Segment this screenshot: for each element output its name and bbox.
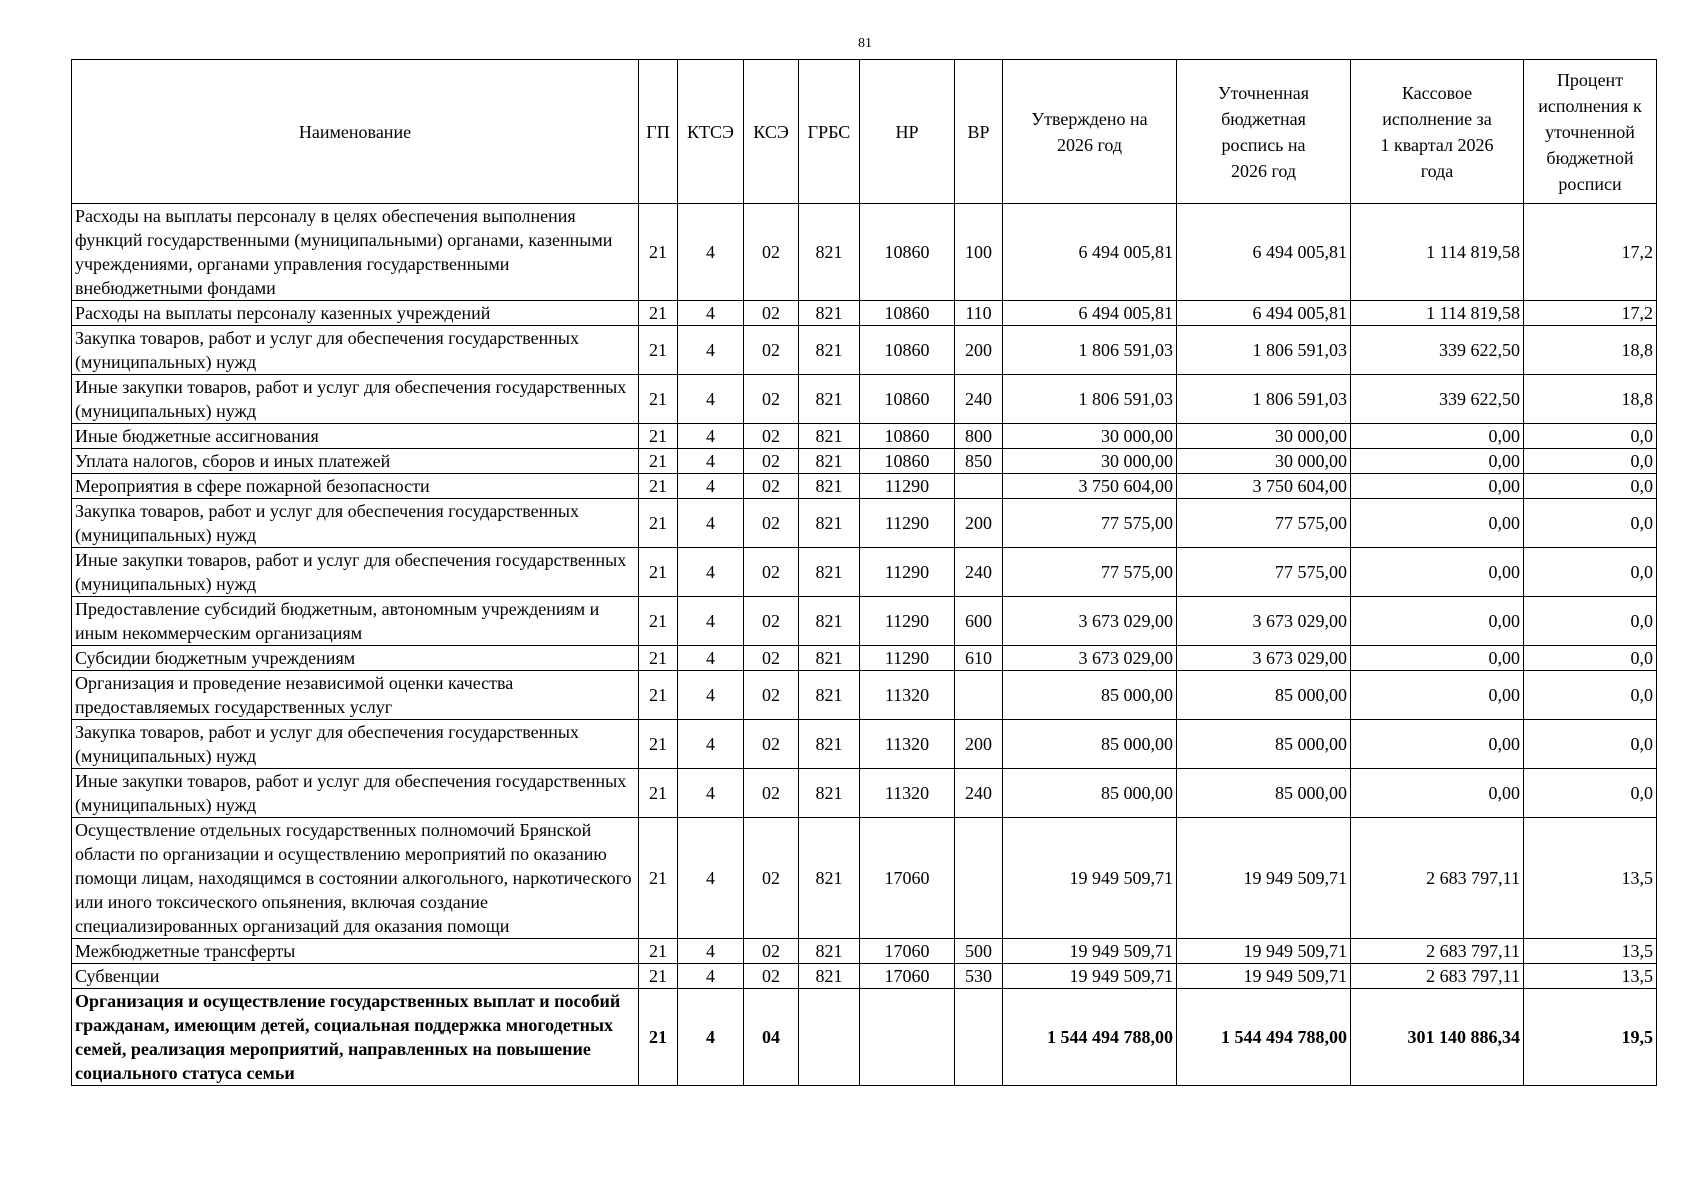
cell-percent: 0,0 — [1524, 671, 1657, 720]
cell-ktse: 4 — [678, 326, 744, 375]
cell-grbs: 821 — [799, 939, 860, 964]
cell-ktse: 4 — [678, 449, 744, 474]
cell-nr: 11290 — [860, 548, 955, 597]
cell-approved: 6 494 005,81 — [1003, 301, 1177, 326]
cell-nr: 11290 — [860, 646, 955, 671]
cell-cash: 0,00 — [1351, 449, 1524, 474]
cell-grbs: 821 — [799, 671, 860, 720]
cell-approved: 77 575,00 — [1003, 499, 1177, 548]
cell-nr: 10860 — [860, 375, 955, 424]
cell-ktse: 4 — [678, 964, 744, 989]
cell-vr: 850 — [955, 449, 1003, 474]
cell-kse: 04 — [744, 989, 799, 1086]
cell-revised: 19 949 509,71 — [1177, 939, 1351, 964]
cell-gp: 21 — [639, 474, 678, 499]
cell-ktse: 4 — [678, 474, 744, 499]
header-vr: ВР — [955, 60, 1003, 204]
cell-vr — [955, 818, 1003, 939]
header-grbs: ГРБС — [799, 60, 860, 204]
cell-cash: 0,00 — [1351, 769, 1524, 818]
cell-name: Уплата налогов, сборов и иных платежей — [72, 449, 639, 474]
header-kse: КСЭ — [744, 60, 799, 204]
cell-cash: 2 683 797,11 — [1351, 939, 1524, 964]
cell-gp: 21 — [639, 375, 678, 424]
cell-revised: 3 750 604,00 — [1177, 474, 1351, 499]
cell-ktse: 4 — [678, 989, 744, 1086]
cell-name: Субсидии бюджетным учреждениям — [72, 646, 639, 671]
table-row — [72, 989, 1657, 1086]
cell-gp: 21 — [639, 989, 678, 1086]
cell-revised: 1 806 591,03 — [1177, 375, 1351, 424]
table-row — [72, 375, 1657, 424]
cell-grbs: 821 — [799, 720, 860, 769]
cell-revised: 6 494 005,81 — [1177, 301, 1351, 326]
cell-grbs: 821 — [799, 449, 860, 474]
header-ktse: КТСЭ — [678, 60, 744, 204]
table-row — [72, 597, 1657, 646]
cell-cash: 1 114 819,58 — [1351, 301, 1524, 326]
cell-kse: 02 — [744, 818, 799, 939]
cell-nr — [860, 989, 955, 1086]
table-row — [72, 939, 1657, 964]
cell-percent: 17,2 — [1524, 301, 1657, 326]
cell-grbs: 821 — [799, 424, 860, 449]
cell-kse: 02 — [744, 449, 799, 474]
cell-ktse: 4 — [678, 671, 744, 720]
cell-name: Закупка товаров, работ и услуг для обеспечения государственных (муниципальных) нужд — [72, 499, 639, 548]
cell-revised: 30 000,00 — [1177, 449, 1351, 474]
cell-cash: 0,00 — [1351, 671, 1524, 720]
cell-name: Иные закупки товаров, работ и услуг для обеспечения государственных (муниципальных) нужд — [72, 548, 639, 597]
cell-revised: 19 949 509,71 — [1177, 964, 1351, 989]
cell-gp: 21 — [639, 671, 678, 720]
header-gp: ГП — [639, 60, 678, 204]
cell-revised: 19 949 509,71 — [1177, 818, 1351, 939]
cell-revised: 77 575,00 — [1177, 499, 1351, 548]
cell-cash: 2 683 797,11 — [1351, 964, 1524, 989]
table-row — [72, 769, 1657, 818]
cell-kse: 02 — [744, 326, 799, 375]
cell-nr: 11290 — [860, 499, 955, 548]
cell-ktse: 4 — [678, 204, 744, 301]
cell-name: Иные бюджетные ассигнования — [72, 424, 639, 449]
cell-gp: 21 — [639, 204, 678, 301]
cell-revised: 6 494 005,81 — [1177, 204, 1351, 301]
cell-gp: 21 — [639, 326, 678, 375]
header-name: Наименование — [72, 60, 639, 204]
cell-gp: 21 — [639, 499, 678, 548]
cell-kse: 02 — [744, 499, 799, 548]
cell-kse: 02 — [744, 769, 799, 818]
cell-gp: 21 — [639, 597, 678, 646]
cell-approved: 77 575,00 — [1003, 548, 1177, 597]
cell-cash: 0,00 — [1351, 597, 1524, 646]
cell-ktse: 4 — [678, 818, 744, 939]
table-row — [72, 964, 1657, 989]
cell-name: Межбюджетные трансферты — [72, 939, 639, 964]
cell-name: Иные закупки товаров, работ и услуг для обеспечения государственных (муниципальных) нужд — [72, 769, 639, 818]
cell-name: Расходы на выплаты персоналу казенных учреждений — [72, 301, 639, 326]
cell-approved: 85 000,00 — [1003, 671, 1177, 720]
cell-grbs: 821 — [799, 597, 860, 646]
cell-vr: 100 — [955, 204, 1003, 301]
cell-kse: 02 — [744, 597, 799, 646]
cell-approved: 85 000,00 — [1003, 720, 1177, 769]
cell-grbs: 821 — [799, 964, 860, 989]
cell-name: Организация и проведение независимой оценки качества предоставляемых государственных услуг — [72, 671, 639, 720]
cell-cash: 0,00 — [1351, 548, 1524, 597]
cell-vr: 240 — [955, 769, 1003, 818]
cell-percent: 0,0 — [1524, 597, 1657, 646]
cell-cash: 339 622,50 — [1351, 326, 1524, 375]
cell-grbs: 821 — [799, 818, 860, 939]
cell-nr: 17060 — [860, 964, 955, 989]
cell-nr: 11290 — [860, 597, 955, 646]
cell-nr: 11320 — [860, 671, 955, 720]
cell-name: Закупка товаров, работ и услуг для обеспечения государственных (муниципальных) нужд — [72, 326, 639, 375]
cell-percent: 18,8 — [1524, 326, 1657, 375]
cell-revised: 77 575,00 — [1177, 548, 1351, 597]
cell-grbs — [799, 989, 860, 1086]
cell-ktse: 4 — [678, 301, 744, 326]
table-row — [72, 326, 1657, 375]
cell-cash: 0,00 — [1351, 424, 1524, 449]
cell-cash: 0,00 — [1351, 646, 1524, 671]
cell-kse: 02 — [744, 375, 799, 424]
table-row — [72, 424, 1657, 449]
cell-percent: 13,5 — [1524, 939, 1657, 964]
cell-cash: 2 683 797,11 — [1351, 818, 1524, 939]
cell-percent: 0,0 — [1524, 769, 1657, 818]
cell-vr: 200 — [955, 499, 1003, 548]
cell-nr: 17060 — [860, 939, 955, 964]
cell-kse: 02 — [744, 671, 799, 720]
table-row — [72, 301, 1657, 326]
cell-name: Иные закупки товаров, работ и услуг для обеспечения государственных (муниципальных) нужд — [72, 375, 639, 424]
cell-grbs: 821 — [799, 326, 860, 375]
cell-gp: 21 — [639, 769, 678, 818]
page-number: 81 — [858, 36, 872, 51]
cell-vr — [955, 989, 1003, 1086]
cell-ktse: 4 — [678, 939, 744, 964]
cell-percent: 0,0 — [1524, 449, 1657, 474]
cell-nr: 17060 — [860, 818, 955, 939]
cell-cash: 0,00 — [1351, 720, 1524, 769]
cell-approved: 30 000,00 — [1003, 449, 1177, 474]
cell-approved: 1 806 591,03 — [1003, 375, 1177, 424]
cell-grbs: 821 — [799, 548, 860, 597]
cell-name: Осуществление отдельных государственных полномочий Брянской области по организации и осуществлению мероприятий по оказанию помощи лицам, находящимся в состоянии алкогольного, наркотического или иного токсического опьянения, включая создание специализированных организаций для оказания помощи — [72, 818, 639, 939]
cell-vr: 610 — [955, 646, 1003, 671]
header-approved: Утверждено на 2026 год — [1003, 60, 1177, 204]
cell-percent: 0,0 — [1524, 646, 1657, 671]
budget-table — [71, 59, 1657, 1086]
cell-cash: 301 140 886,34 — [1351, 989, 1524, 1086]
cell-percent: 18,8 — [1524, 375, 1657, 424]
cell-percent: 0,0 — [1524, 474, 1657, 499]
cell-vr: 240 — [955, 375, 1003, 424]
cell-grbs: 821 — [799, 204, 860, 301]
cell-gp: 21 — [639, 939, 678, 964]
cell-percent: 0,0 — [1524, 499, 1657, 548]
cell-grbs: 821 — [799, 375, 860, 424]
cell-gp: 21 — [639, 449, 678, 474]
table-row — [72, 720, 1657, 769]
cell-nr: 10860 — [860, 204, 955, 301]
table-row — [72, 474, 1657, 499]
cell-vr — [955, 474, 1003, 499]
cell-kse: 02 — [744, 474, 799, 499]
cell-kse: 02 — [744, 646, 799, 671]
cell-vr: 600 — [955, 597, 1003, 646]
cell-grbs: 821 — [799, 769, 860, 818]
cell-vr: 500 — [955, 939, 1003, 964]
cell-grbs: 821 — [799, 499, 860, 548]
table-body — [72, 204, 1657, 1086]
table-row — [72, 671, 1657, 720]
table-row — [72, 204, 1657, 301]
cell-nr: 10860 — [860, 326, 955, 375]
cell-grbs: 821 — [799, 646, 860, 671]
cell-kse: 02 — [744, 964, 799, 989]
cell-ktse: 4 — [678, 597, 744, 646]
table-row — [72, 818, 1657, 939]
cell-revised: 85 000,00 — [1177, 671, 1351, 720]
cell-nr: 11320 — [860, 769, 955, 818]
cell-kse: 02 — [744, 720, 799, 769]
cell-vr: 110 — [955, 301, 1003, 326]
cell-ktse: 4 — [678, 769, 744, 818]
cell-kse: 02 — [744, 939, 799, 964]
cell-percent: 0,0 — [1524, 548, 1657, 597]
cell-name: Закупка товаров, работ и услуг для обеспечения государственных (муниципальных) нужд — [72, 720, 639, 769]
cell-vr — [955, 671, 1003, 720]
cell-nr: 10860 — [860, 449, 955, 474]
cell-cash: 1 114 819,58 — [1351, 204, 1524, 301]
cell-revised: 85 000,00 — [1177, 769, 1351, 818]
table-header-row — [72, 60, 1657, 204]
table-row — [72, 499, 1657, 548]
cell-ktse: 4 — [678, 720, 744, 769]
cell-revised: 3 673 029,00 — [1177, 646, 1351, 671]
cell-approved: 6 494 005,81 — [1003, 204, 1177, 301]
cell-nr: 11290 — [860, 474, 955, 499]
cell-vr: 800 — [955, 424, 1003, 449]
cell-kse: 02 — [744, 424, 799, 449]
cell-name: Предоставление субсидий бюджетным, автономным учреждениям и иным некоммерческим организациям — [72, 597, 639, 646]
cell-vr: 240 — [955, 548, 1003, 597]
cell-ktse: 4 — [678, 646, 744, 671]
cell-kse: 02 — [744, 548, 799, 597]
cell-percent: 13,5 — [1524, 964, 1657, 989]
cell-approved: 1 544 494 788,00 — [1003, 989, 1177, 1086]
header-cash: Кассовое исполнение за 1 квартал 2026 года — [1351, 60, 1524, 204]
cell-vr: 530 — [955, 964, 1003, 989]
cell-revised: 30 000,00 — [1177, 424, 1351, 449]
cell-gp: 21 — [639, 301, 678, 326]
cell-gp: 21 — [639, 424, 678, 449]
cell-grbs: 821 — [799, 474, 860, 499]
cell-vr: 200 — [955, 720, 1003, 769]
cell-cash: 0,00 — [1351, 499, 1524, 548]
cell-ktse: 4 — [678, 499, 744, 548]
cell-gp: 21 — [639, 964, 678, 989]
cell-approved: 1 806 591,03 — [1003, 326, 1177, 375]
cell-percent: 17,2 — [1524, 204, 1657, 301]
cell-approved: 19 949 509,71 — [1003, 818, 1177, 939]
cell-revised: 85 000,00 — [1177, 720, 1351, 769]
cell-gp: 21 — [639, 548, 678, 597]
cell-grbs: 821 — [799, 301, 860, 326]
cell-percent: 13,5 — [1524, 818, 1657, 939]
cell-percent: 0,0 — [1524, 424, 1657, 449]
cell-cash: 0,00 — [1351, 474, 1524, 499]
header-revised: Уточненная бюджетная роспись на 2026 год — [1177, 60, 1351, 204]
header-nr: НР — [860, 60, 955, 204]
cell-nr: 11320 — [860, 720, 955, 769]
cell-kse: 02 — [744, 204, 799, 301]
header-percent: Процент исполнения к уточненной бюджетной росписи — [1524, 60, 1657, 204]
cell-revised: 1 544 494 788,00 — [1177, 989, 1351, 1086]
cell-gp: 21 — [639, 646, 678, 671]
cell-approved: 30 000,00 — [1003, 424, 1177, 449]
cell-kse: 02 — [744, 301, 799, 326]
cell-cash: 339 622,50 — [1351, 375, 1524, 424]
cell-gp: 21 — [639, 720, 678, 769]
cell-approved: 3 673 029,00 — [1003, 597, 1177, 646]
cell-nr: 10860 — [860, 424, 955, 449]
cell-approved: 3 673 029,00 — [1003, 646, 1177, 671]
cell-nr: 10860 — [860, 301, 955, 326]
cell-gp: 21 — [639, 818, 678, 939]
cell-ktse: 4 — [678, 375, 744, 424]
cell-name: Субвенции — [72, 964, 639, 989]
cell-approved: 19 949 509,71 — [1003, 939, 1177, 964]
cell-percent: 19,5 — [1524, 989, 1657, 1086]
cell-approved: 85 000,00 — [1003, 769, 1177, 818]
table-row — [72, 646, 1657, 671]
table-row — [72, 449, 1657, 474]
cell-revised: 1 806 591,03 — [1177, 326, 1351, 375]
cell-approved: 3 750 604,00 — [1003, 474, 1177, 499]
cell-name: Мероприятия в сфере пожарной безопасности — [72, 474, 639, 499]
cell-percent: 0,0 — [1524, 720, 1657, 769]
table-row — [72, 548, 1657, 597]
cell-approved: 19 949 509,71 — [1003, 964, 1177, 989]
cell-vr: 200 — [955, 326, 1003, 375]
cell-revised: 3 673 029,00 — [1177, 597, 1351, 646]
cell-ktse: 4 — [678, 548, 744, 597]
cell-name: Организация и осуществление государственных выплат и пособий гражданам, имеющим детей, социальная поддержка многодетных семей, реализация мероприятий, направленных на повышение социального статуса семьи — [72, 989, 639, 1086]
cell-ktse: 4 — [678, 424, 744, 449]
cell-name: Расходы на выплаты персоналу в целях обеспечения выполнения функций государственными (муниципальными) органами, казенными учреждениями, органами управления государственными внебюджетными фондами — [72, 204, 639, 301]
